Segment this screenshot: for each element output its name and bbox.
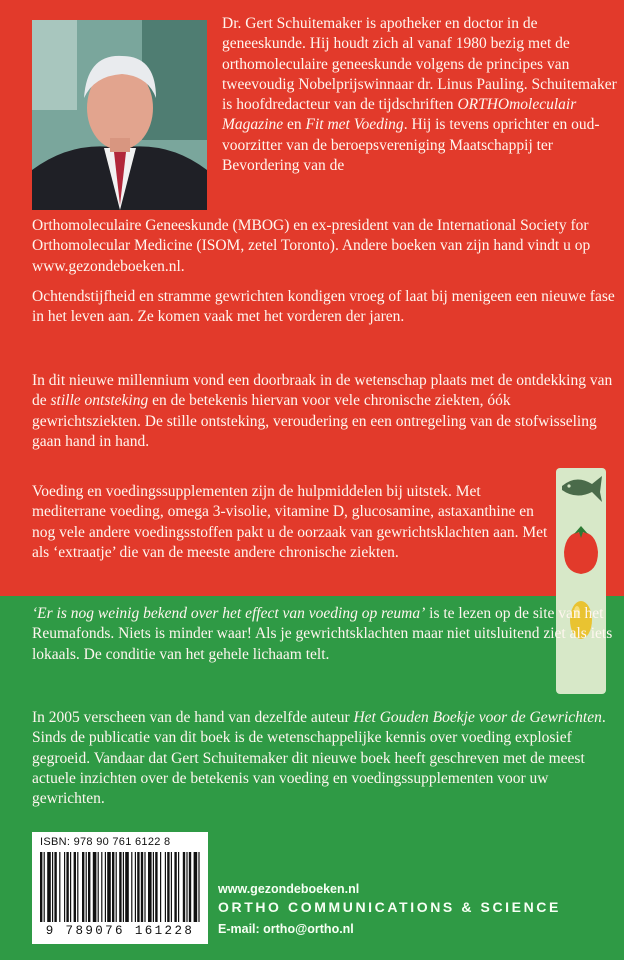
reumafonds-quote: ‘Er is nog weinig bekend over het effect van voeding op reuma’: [32, 605, 426, 622]
paragraph-text: In dit nieuwe millennium vond een doorbraak in de wetenschap plaats met de ontdekking van de: [32, 372, 613, 410]
author-bio-continued: Orthomoleculaire Geneeskunde (MBOG) en ex-president van de International Society for Orthomolecular Medicine (ISOM, zetel Toronto). Andere boeken van zijn hand vindt u op www.gezondeboeken.nl.: [32, 217, 591, 275]
publisher-email: E-mail: ortho@ortho.nl: [218, 922, 354, 936]
paragraph: [32, 708, 617, 809]
paragraph: [32, 604, 617, 665]
paragraph: Ochtendstijfheid en stramme gewrichten kondigen vroeg of laat bij menigeen een nieuwe fase in het leven aan. Ze komen vaak met het vorderen der jaren.: [32, 288, 615, 326]
magazine-title: Fit met Voeding: [305, 116, 404, 134]
book-title: Het Gouden Boekje voor de Gewrichten: [353, 709, 602, 726]
author-bio: [222, 14, 617, 176]
bio-text: Dr. Gert Schuitemaker is apotheker en doctor in de geneeskunde. Hij houdt zich al vanaf 1980 bezig met de orthomoleculaire geneeskunde volgens de principes van tweevoudig Nobelprijswinnaar dr. Linus Pauling. Schuitemaker is hoofdredacteur van de tijdschriften: [222, 15, 617, 114]
fish-icon: [562, 476, 602, 502]
paragraph-text: In 2005 verscheen van de hand van dezelfde auteur: [32, 709, 354, 726]
ean-digits: 9 789076 161228: [45, 924, 195, 938]
barcode: [32, 832, 208, 944]
isbn-label: ISBN: 978 90 761 6122 8: [40, 836, 171, 848]
barcode-bars: [38, 852, 202, 924]
paragraph-text: is te lezen op de site van het Reumafonds. Niets is minder waar! Als je gewrichtsklachten maar niet uitsluitend ziet als iets lokaals. De conditie van het gehele lichaam telt.: [32, 605, 613, 663]
paragraph: Voeding en voedingssupplementen zijn de hulpmiddelen bij uitstek. Met mediterrane voeding, omega 3-visolie, vitamine D, glucosamine, astaxanthine en nog vele andere voedingsstoffen pakt u de oorzaak van gewrichtsklachten aan. Met als ‘extraatje’ die van de meeste andere chronische ziekten.: [32, 483, 548, 561]
paragraph-text: . Sinds de publicatie van dit boek is de wetenschappelijke kennis over voeding explosief gegroeid. Vandaar dat Gert Schuitemaker dit nieuwe boek heeft geschreven met de meest actuele inzichten over de betekenis van voeding en voedingssupplementen voor uw gewrichten.: [32, 709, 606, 808]
tomato-icon: [564, 526, 598, 574]
bio-text: en: [283, 116, 306, 134]
publisher-name: ORTHO COMMUNICATIONS & SCIENCE: [218, 899, 561, 915]
author-photo: [32, 20, 207, 210]
magazine-title: ORTHOmoleculair Magazine: [222, 96, 577, 134]
paragraph-text: en de betekenis hiervan voor vele chronische ziekten, óók gewrichtsziekten. De stille ontsteking, veroudering en een ontregeling van de stofwisseling gaan hand in hand.: [32, 392, 597, 450]
paragraph-emphasis: stille ontsteking: [50, 392, 149, 410]
publisher-website: www.gezondeboeken.nl: [218, 882, 360, 896]
paragraph: [32, 371, 617, 452]
bio-text: . Hij is tevens oprichter en oud-voorzitter van de beroepsvereniging Maatschappij ter Bevordering van de: [222, 116, 600, 175]
